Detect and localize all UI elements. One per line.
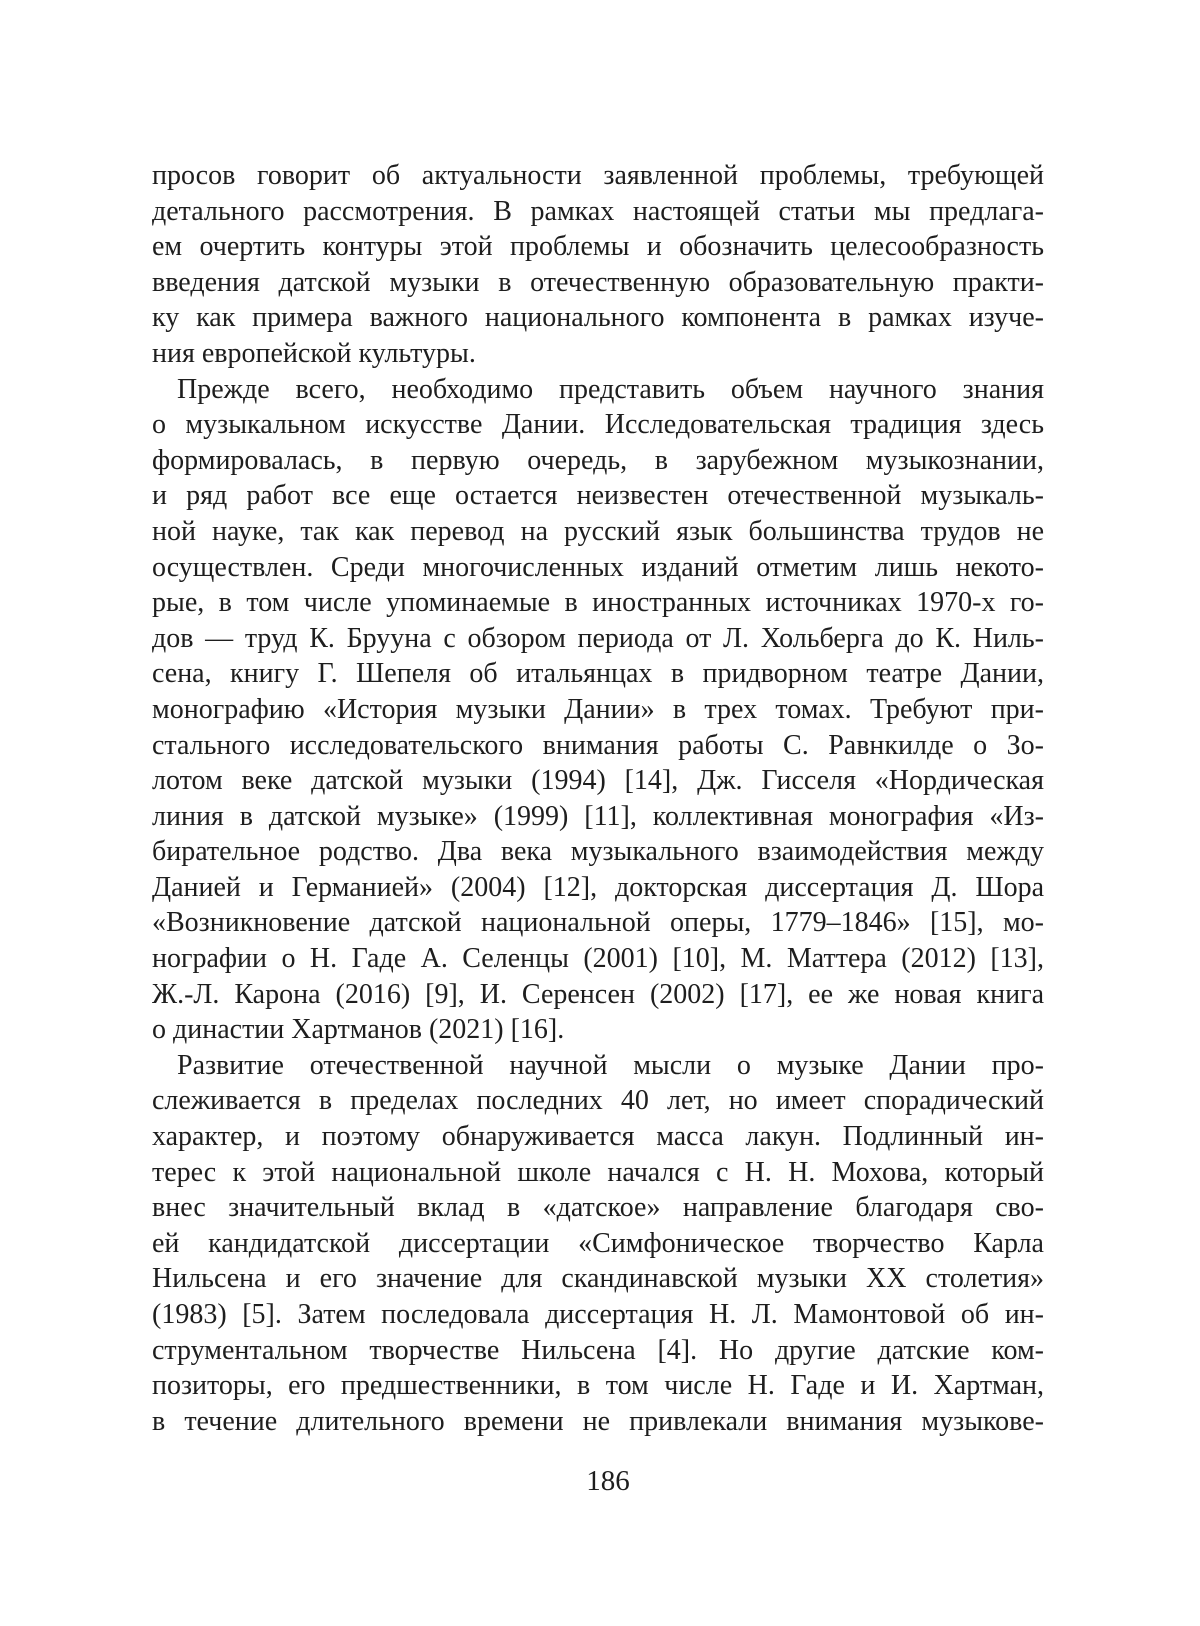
text-line: и ряд работ все еще остается неизвестен отечественной музыкаль- — [152, 480, 1044, 512]
text-line: ния европейской культуры. — [152, 337, 476, 369]
text-line: терес к этой национальной школе начался с Н. Н. Мохова, который — [152, 1156, 1044, 1188]
text-line: характер, и поэтому обнаруживается масса лакун. Подлинный ин- — [152, 1121, 1044, 1153]
text-line: введения датской музыки в отечественную образовательную практи- — [152, 266, 1044, 298]
text-line: детального рассмотрения. В рамках настоящей статьи мы предлага- — [152, 195, 1044, 227]
text-line: слеживается в пределах последних 40 лет, но имеет спорадический — [152, 1085, 1044, 1117]
text-line: «Возникновение датской национальной оперы, 1779–1846» [15], мо- — [152, 907, 1044, 939]
text-line: в течение длительного времени не привлекали внимания музыкове- — [152, 1405, 1044, 1437]
text-line: сена, книгу Г. Шепеля об итальянцах в придворном театре Дании, — [152, 658, 1044, 690]
text-line: о династии Хартманов (2021) [16]. — [152, 1014, 565, 1046]
text-block — [152, 158, 1044, 1439]
paragraph — [152, 158, 1044, 372]
text-line: монографию «История музыки Дании» в трех томах. Требуют при- — [152, 693, 1044, 725]
paragraph — [152, 372, 1044, 1048]
text-line: рые, в том числе упоминаемые в иностранных источниках 1970-х го- — [152, 587, 1044, 619]
text-line: линия в датской музыке» (1999) [11], коллективная монография «Из- — [152, 800, 1044, 832]
text-line: ной науке, так как перевод на русский язык большинства трудов не — [152, 515, 1044, 547]
text-line: ку как примера важного национального компонента в рамках изуче- — [152, 302, 1044, 334]
page-number: 186 — [586, 1465, 630, 1497]
text-line: струментальном творчестве Нильсена [4]. Но другие датские ком- — [152, 1334, 1044, 1366]
text-line: Развитие отечественной научной мысли о музыке Дании про- — [177, 1049, 1044, 1081]
text-line: о музыкальном искусстве Дании. Исследовательская традиция здесь — [152, 409, 1044, 441]
text-line: позиторы, его предшественники, в том числе Н. Гаде и И. Хартман, — [152, 1370, 1044, 1402]
text-line: (1983) [5]. Затем последовала диссертация Н. Л. Мамонтовой об ин- — [152, 1299, 1044, 1330]
text-line: Данией и Германией» (2004) [12], докторская диссертация Д. Шора — [152, 871, 1044, 903]
text-line: стального исследовательского внимания работы С. Равнкилде о Зо- — [152, 729, 1044, 761]
text-line: формировалась, в первую очередь, в зарубежном музыкознании, — [152, 444, 1044, 476]
text-line: внес значительный вклад в «датское» направление благодаря сво- — [152, 1192, 1044, 1224]
text-line: ей кандидатской диссертации «Симфоническое творчество Карла — [152, 1227, 1044, 1259]
text-line: ем очертить контуры этой проблемы и обозначить целесообразность — [152, 231, 1044, 263]
text-line: дов — труд К. Брууна с обзором периода от Л. Хольберга до К. Ниль- — [152, 622, 1044, 654]
text-line: Прежде всего, необходимо представить объем научного знания — [177, 373, 1044, 405]
text-line: нографии о Н. Гаде А. Селенцы (2001) [10], М. Маттера (2012) [13], — [152, 943, 1044, 975]
text-line: просов говорит об актуальности заявленной проблемы, требующей — [152, 160, 1044, 191]
paragraph — [152, 1048, 1044, 1440]
text-line: лотом веке датской музыки (1994) [14], Дж. Гисселя «Нордическая — [152, 765, 1044, 797]
text-line: Нильсена и его значение для скандинавской музыки XX столетия» — [152, 1263, 1044, 1295]
text-line: бирательное родство. Два века музыкального взаимодействия между — [152, 836, 1044, 868]
text-line: осуществлен. Среди многочисленных изданий отметим лишь некото- — [152, 551, 1044, 583]
text-line: Ж.-Л. Карона (2016) [9], И. Серенсен (2002) [17], ее же новая книга — [152, 978, 1044, 1010]
